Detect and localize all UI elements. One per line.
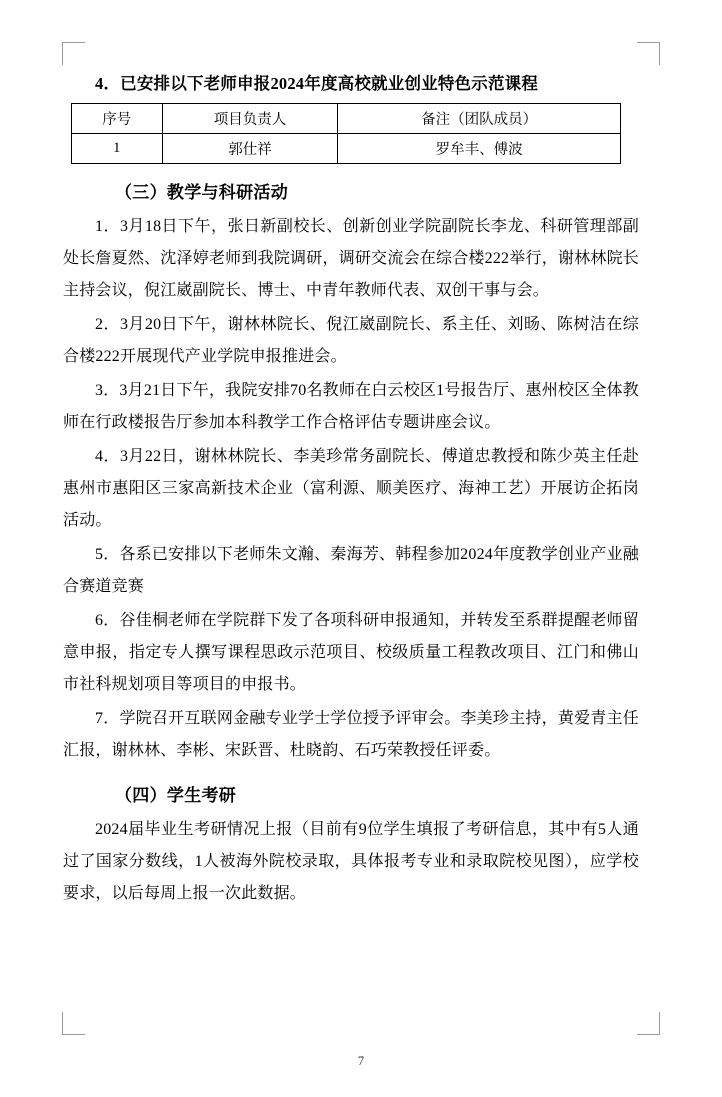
table-cell: 1 <box>72 133 163 163</box>
section-4-heading: 4．已安排以下老师申报2024年度高校就业创业特色示范课程 <box>95 74 539 93</box>
crop-mark-top-right <box>637 42 660 65</box>
course-declaration-table <box>71 103 621 164</box>
table-cell: 郭仕祥 <box>162 133 338 163</box>
table-header-row <box>72 103 621 133</box>
document-content <box>63 72 639 912</box>
crop-mark-bottom-left <box>62 1012 85 1035</box>
activity-paragraph: 7．学院召开互联网金融专业学士学位授予评审会。李美珍主持，黄爱青主任汇报，谢林林、李彬、宋跃晋、杜晓韵、石巧荣教授任评委。 <box>63 709 639 759</box>
activity-paragraph: 4．3月22日，谢林林院长、李美珍常务副院长、傅道忠教授和陈少英主任赴惠州市惠阳区三家高新技术企业（富利源、顺美医疗、海神工艺）开展访企拓岗活动。 <box>63 447 639 529</box>
crop-mark-top-left <box>62 42 85 65</box>
table-header-cell: 序号 <box>72 103 163 133</box>
table-header-cell: 项目负责人 <box>162 103 338 133</box>
table-row <box>72 133 621 163</box>
activity-paragraph: 2．3月20日下午，谢林林院长、倪江崴副院长、系主任、刘旸、陈树洁在综合楼222开展现代产业学院申报推进会。 <box>63 315 639 365</box>
activity-paragraph: 3．3月21日下午，我院安排70名教师在白云校区1号报告厅、惠州校区全体教师在行政楼报告厅参加本科教学工作合格评估专题讲座会议。 <box>63 381 639 431</box>
crop-mark-bottom-right <box>637 1012 660 1035</box>
activity-paragraph: 6．谷佳桐老师在学院群下发了各项科研申报通知，并转发至系群提醒老师留意申报，指定专人撰写课程思政示范项目、校级质量工程教改项目、江门和佛山市社科规划项目等项目的申报书。 <box>63 611 639 693</box>
subsection-4-heading: （四）学生考研 <box>115 785 237 805</box>
subsection-4-body: 2024届毕业生考研情况上报（目前有9位学生填报了考研信息，其中有5人通过了国家分数线，1人被海外院校录取，具体报考专业和录取院校见图），应学校要求，以后每周上报一次此数据。 <box>63 820 639 902</box>
subsection-3-heading: （三）教学与科研活动 <box>115 182 288 202</box>
activity-paragraph: 5．各系已安排以下老师朱文瀚、秦海芳、韩程参加2024年度教学创业产业融合赛道竞赛 <box>63 545 639 595</box>
table-cell: 罗牟丰、傅波 <box>338 133 621 163</box>
page-number: 7 <box>357 1054 365 1068</box>
table-header-cell: 备注（团队成员） <box>338 103 621 133</box>
activity-paragraph: 1．3月18日下午，张日新副校长、创新创业学院副院长李龙、科研管理部副处长詹夏然、沈泽婷老师到我院调研，调研交流会在综合楼222举行，谢林林院长主持会议，倪江崴副院长、博士、中青年教师代表、双创干事与会。 <box>63 217 639 299</box>
